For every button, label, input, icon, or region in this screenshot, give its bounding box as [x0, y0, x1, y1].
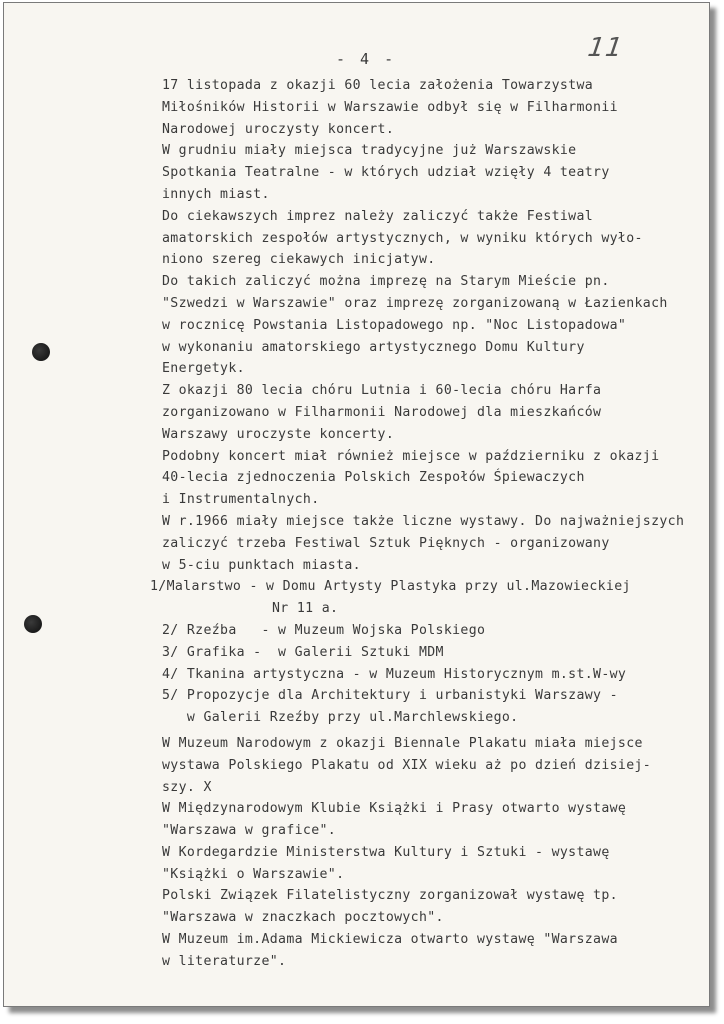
text-line: Do takich zaliczyć można imprezę na Starym Mieście pn. — [162, 274, 610, 290]
text-line: innych miast. — [162, 186, 270, 202]
text-line: amatorskich zespołów artystycznych, w wyniku których wyło- — [162, 230, 643, 246]
text-line: w literaturze". — [162, 953, 287, 969]
handwritten-page-mark: 11 — [585, 33, 626, 63]
text-line: "Warszawa w grafice". — [162, 823, 337, 839]
text-line: Narodowej uroczysty koncert. — [162, 121, 395, 137]
list-item: 2/ Rzeźba - w Muzeum Wojska Polskiego — [162, 622, 486, 638]
text-line: 17 listopada z okazji 60 lecia założenia Towarzystwa — [162, 78, 594, 93]
text-line: W Kordegardzie Ministerstwa Kultury i Sztuki - wystawę — [162, 844, 610, 860]
text-line: w rocznicę Powstania Listopadowego np. "Noc Listopadowa" — [162, 317, 627, 333]
text-line: Energetyk. — [162, 361, 245, 377]
text-line: W r.1966 miały miejsce także liczne wystawy. Do najważniejszych — [162, 513, 685, 529]
page-number: - 4 - — [336, 50, 397, 68]
text-line: w 5-ciu punktach miasta. — [162, 557, 361, 573]
list-item-continuation: Nr 11 a. — [272, 601, 339, 617]
text-line: "Książki o Warszawie". — [162, 866, 345, 882]
punch-hole — [24, 615, 42, 633]
list-item: 1/Malarstwo - w Domu Artysty Plastyka przy ul.Mazowieckiej — [150, 579, 631, 595]
text-line: niono szereg ciekawych inicjatyw. — [162, 252, 436, 268]
text-line: W Muzeum Narodowym z okazji Biennale Plakatu miała miejsce — [162, 735, 643, 751]
list-item: 3/ Grafika - w Galerii Sztuki MDM — [162, 644, 444, 660]
text-line: "Szwedzi w Warszawie" oraz imprezę zorganizowaną w Łazienkach — [162, 295, 668, 311]
document-page — [3, 2, 710, 1007]
text-line: 40-lecia zjednoczenia Polskich Zespołów Śpiewaczych — [162, 470, 585, 486]
text-line: wystawa Polskiego Plakatu od XIX wieku aż po dzień dzisiej- — [162, 757, 652, 773]
text-line: Polski Związek Filatelistyczny zorganizował wystawę tp. — [162, 888, 618, 904]
text-line: Warszawy uroczyste koncerty. — [162, 426, 395, 442]
text-line: Do ciekawszych imprez należy zaliczyć także Festiwal — [162, 208, 594, 224]
text-line: zorganizowano w Filharmonii Narodowej dla mieszkańców — [162, 404, 602, 420]
document-body — [150, 75, 710, 973]
list-item-continuation: w Galerii Rzeźby przy ul.Marchlewskiego. — [162, 710, 519, 726]
text-line: Miłośników Historii w Warszawie odbył się w Filharmonii — [162, 99, 618, 115]
text-line: W grudniu miały miejsca tradycyjne już Warszawskie — [162, 143, 577, 159]
text-line: Podobny koncert miał również miejsce w październiku z okazji — [162, 448, 660, 464]
text-line: i Instrumentalnych. — [162, 492, 320, 508]
list-item: 4/ Tkanina artystyczna - w Muzeum Historycznym m.st.W-wy — [162, 666, 627, 682]
text-line: "Warszawa w znaczkach pocztowych". — [162, 910, 444, 926]
text-line: zaliczyć trzeba Festiwal Sztuk Pięknych - organizowany — [162, 535, 610, 551]
text-line: Z okazji 80 lecia chóru Lutnia i 60-lecia chóru Harfa — [162, 383, 602, 399]
text-line: W Międzynarodowym Klubie Książki i Prasy otwarto wystawę — [162, 801, 627, 817]
list-item: 5/ Propozycje dla Architektury i urbanistyki Warszawy - — [162, 688, 618, 704]
text-line: W Muzeum im.Adama Mickiewicza otwarto wystawę "Warszawa — [162, 932, 618, 948]
text-line: szy. X — [162, 779, 212, 795]
text-line: w wykonaniu amatorskiego artystycznego Domu Kultury — [162, 339, 585, 355]
text-line: Spotkania Teatralne - w których udział wzięły 4 teatry — [162, 165, 610, 181]
punch-hole — [32, 343, 50, 361]
